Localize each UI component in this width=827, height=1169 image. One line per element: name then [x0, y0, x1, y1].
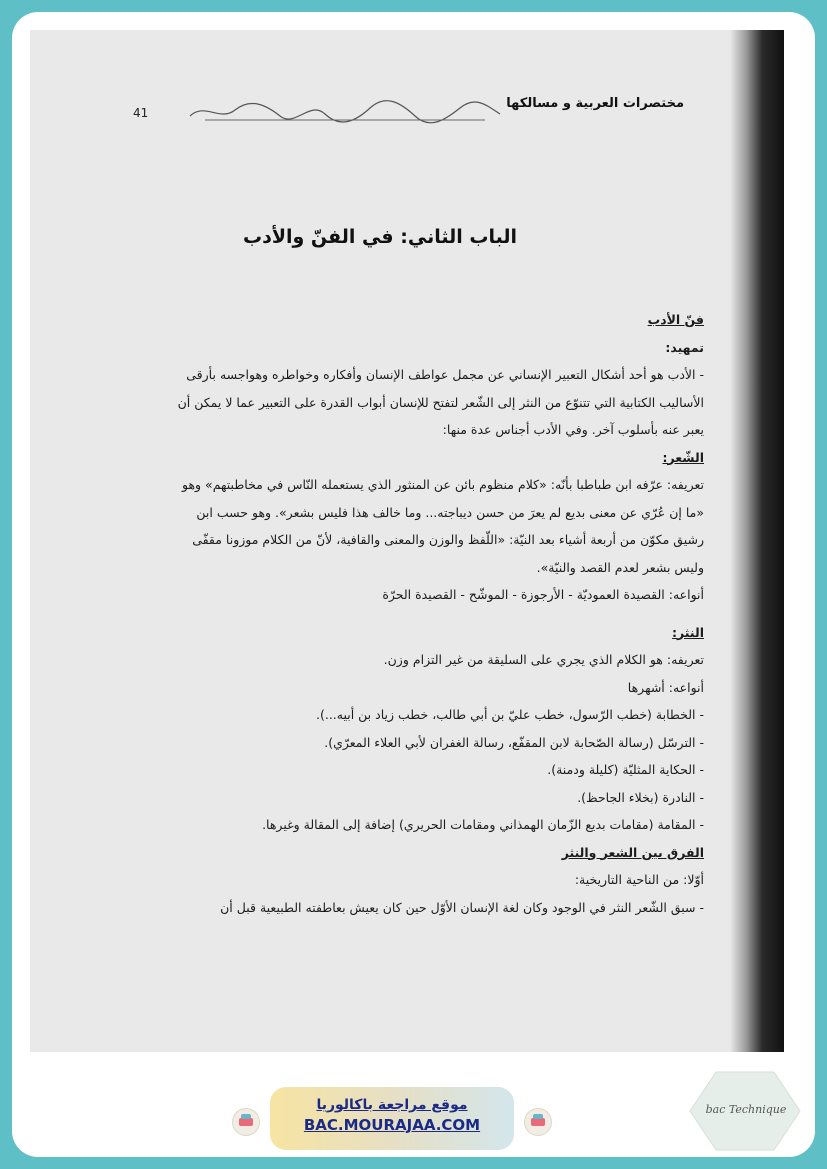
section-heading-literature-art: فنّ الأدب	[647, 312, 704, 327]
prose-type-item: - الترسّل (رسالة الصّحابة لابن المقفّع، رسالة الغفران لأبي العلاء المعرّي).	[324, 734, 704, 750]
section-heading-difference: الفرق بين الشعر والنثر	[561, 844, 704, 860]
poetry-definition: تعريفه: عرّفه ابن طباطبا بأنّه: «كلام منظوم بائن عن المنثور الذي يستعمله النّاس في مخاطبتهم» وهو «ما إن عُرّي عن معنى بديع لم يعرَ من حسن ديباجته... وما خالف هذا فليس بشعر». وهو حسب ابن رشيق مكوّن من أربعة أشياء بعد النيّة: «اللّفظ والوزن والمعنى والقافية، لأنّ من الكلام موزونا مقفّى وليس بشعر لعدم القصد والنيّة».	[182, 477, 704, 575]
site-name[interactable]: موقع مراجعة باكالوريا	[316, 1097, 468, 1113]
handwritten-scribble	[185, 94, 505, 128]
prose-definition: تعريفه: هو الكلام الذي يجري على السليقة من غير التزام وزن.	[383, 652, 704, 667]
historical-heading: أوّلا: من الناحية التاريخية:	[574, 872, 704, 887]
book-spine-shadow	[730, 30, 784, 1052]
section-heading-intro: تمهيد:	[665, 339, 704, 355]
prose-types-label: أنواعه: أشهرها	[627, 679, 704, 695]
chapter-title: الباب الثاني: في الفنّ والأدب	[243, 226, 517, 248]
site-logo-icon	[524, 1108, 552, 1136]
section-heading-poetry: الشّعر:	[662, 449, 704, 465]
prose-type-item: - المقامة (مقامات بديع الزّمان الهمذاني ومقامات الحريري) إضافة إلى المقالة وغيرها.	[262, 817, 704, 832]
intro-paragraph: - الأدب هو أحد أشكال التعبير الإنساني عن مجمل عواطف الإنسان وأفكاره وخواطره وهواجسه بأرقى الأساليب الكتابية التي تتنوّع من النثر إلى الشّعر لتفتح للإنسان أبواب القدرة على التعبير عما لا يمكن أن يعبر عنه بأسلوب آخر. وفي الأدب أجناس عدة منها:	[177, 367, 704, 437]
page-content	[164, 306, 704, 921]
section-heading-prose: النثر:	[672, 624, 704, 640]
prose-type-item: - الخطابة (خطب الرّسول، خطب عليّ بن أبي طالب، خطب زياد بن أبيه...).	[316, 707, 704, 722]
book-title: مختصرات العربية و مسالكها	[506, 96, 684, 111]
badge-text: bac Technique	[705, 1103, 787, 1116]
historical-text: - سبق الشّعر النثر في الوجود وكان لغة الإنسان الأوّل حين كان يعيش بعاطفته الطبيعية قبل أن	[220, 899, 704, 915]
poetry-types: أنواعه: القصيدة العموديّة - الأرجوزة - الموشّح - القصيدة الحرّة	[382, 587, 704, 602]
page-number: 41	[133, 106, 149, 120]
site-url-link[interactable]: BAC.MOURAJAA.COM	[303, 1116, 481, 1134]
scanned-page	[30, 30, 784, 1052]
site-banner[interactable]	[270, 1087, 514, 1150]
site-logo-icon	[232, 1108, 260, 1136]
prose-type-item: - الحكاية المثليّة (كليلة ودمنة).	[547, 762, 704, 777]
prose-type-item: - النادرة (بخلاء الجاحظ).	[577, 789, 704, 805]
